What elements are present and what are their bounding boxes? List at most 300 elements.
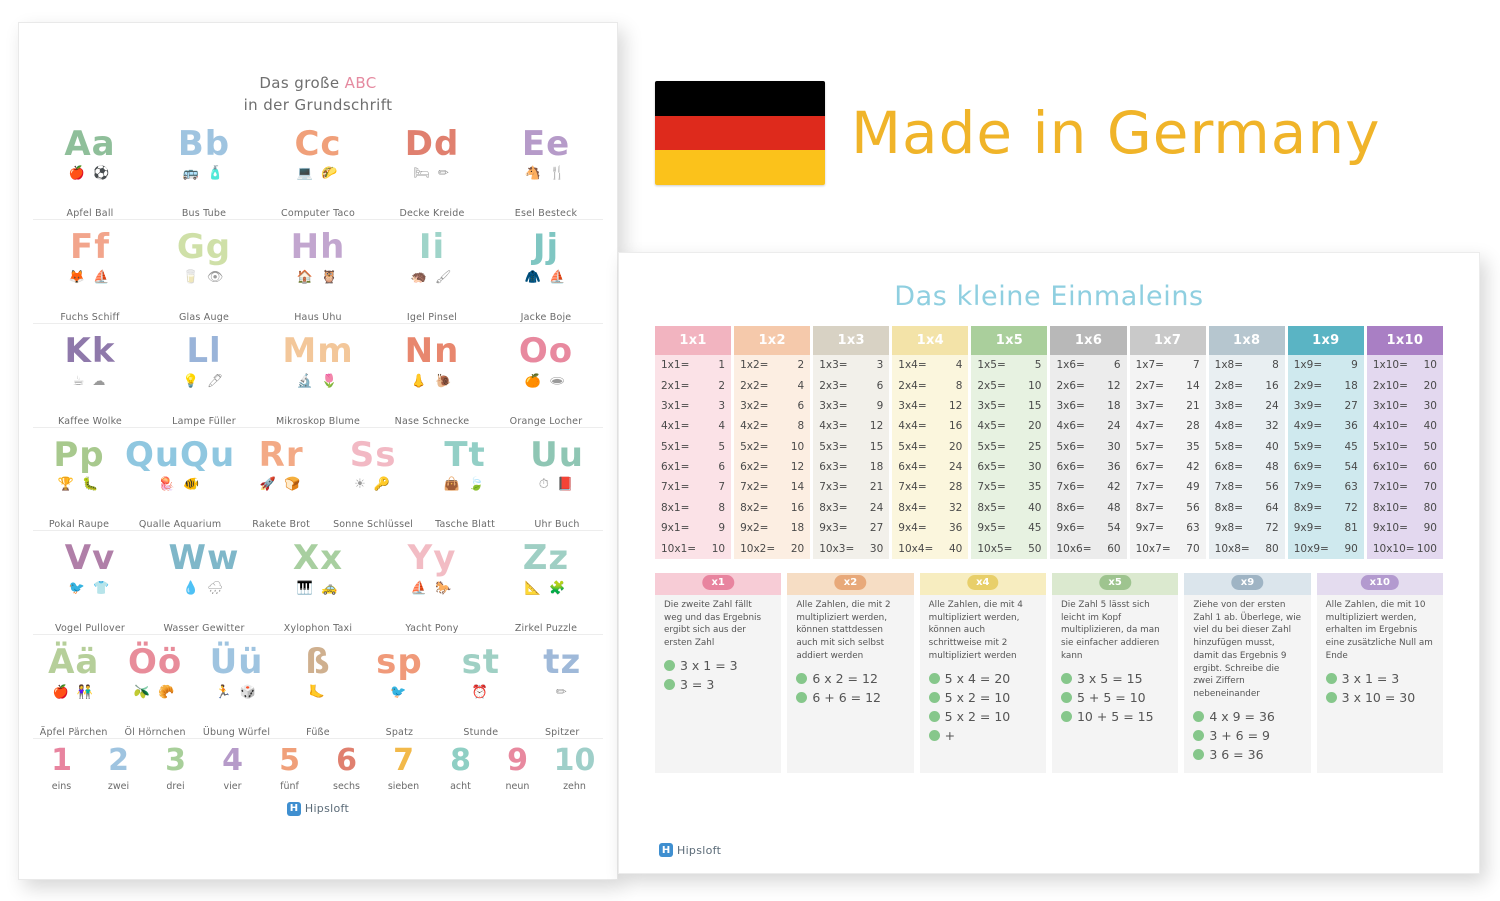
abc-letter: Jj xyxy=(532,227,560,268)
table-cell-result: 12 xyxy=(790,461,805,474)
table-cell xyxy=(1130,518,1206,538)
table-cell xyxy=(1367,437,1443,457)
tip-equation xyxy=(1326,690,1434,705)
table-cell xyxy=(1367,518,1443,538)
table-cell-expression: 7x5= xyxy=(977,481,1006,494)
abc-letter-cell xyxy=(359,641,440,738)
table-cell xyxy=(1050,437,1126,457)
table-cell-expression: 4x4= xyxy=(898,420,927,433)
abc-word-icons: 🚌 🧴 xyxy=(182,166,226,182)
abc-number-cell xyxy=(489,743,546,792)
table-cell xyxy=(1288,477,1364,497)
table-cell-expression: 5x9= xyxy=(1293,440,1323,453)
abc-word-icons: 🏃 🎲 xyxy=(215,684,258,700)
abc-word-icons: 👜 🍃 xyxy=(443,477,487,493)
table-cell-expression: 5x8= xyxy=(1214,440,1244,453)
table-cell-result: 14 xyxy=(790,481,805,494)
abc-words: Apfel Ball xyxy=(66,208,114,220)
table-cell xyxy=(971,375,1047,395)
table-column-header: 1x2 xyxy=(734,326,810,355)
table-cell-expression: 6x3= xyxy=(819,461,848,474)
table-cell-result: 12 xyxy=(949,399,963,412)
abc-number-word: zwei xyxy=(107,780,130,792)
table-cell xyxy=(655,518,731,538)
table-cell xyxy=(1209,457,1285,477)
abc-words: Übung Würfel xyxy=(202,726,271,738)
table-column xyxy=(1050,326,1126,559)
table-cell-result: 35 xyxy=(1028,481,1042,494)
table-cell xyxy=(813,416,889,436)
abc-letter: Öö xyxy=(128,641,183,682)
table-cell-result: 8 xyxy=(1272,359,1279,372)
table-cell-expression: 7x2= xyxy=(740,481,769,494)
table-cell-result: 81 xyxy=(1344,522,1358,535)
abc-letter: sp xyxy=(376,641,423,682)
hipsloft-mark-icon: H xyxy=(659,843,673,857)
abc-word-icons: 🚀 🍞 xyxy=(259,477,303,493)
abc-letter: tz xyxy=(543,641,582,682)
abc-number-cell xyxy=(318,743,375,792)
table-cell xyxy=(892,437,968,457)
abc-number-cell xyxy=(261,743,318,792)
table-cell-expression: 10x8= xyxy=(1214,542,1250,555)
abc-words: Rakete Brot xyxy=(252,519,311,531)
table-cell-expression: 10x9= xyxy=(1293,542,1329,555)
abc-words: Vogel Pullover xyxy=(55,622,125,634)
table-cell-expression: 2x2= xyxy=(740,379,769,392)
abc-number-word: drei xyxy=(166,780,185,792)
table-cell-expression: 1x2= xyxy=(740,359,769,372)
table-cell xyxy=(734,416,810,436)
abc-letter-cell xyxy=(33,227,147,323)
table-cell-expression: 10x7= xyxy=(1135,542,1171,555)
table-cell-result: 45 xyxy=(1028,522,1042,535)
table-cell-result: 7 xyxy=(1192,359,1200,372)
bullet-icon xyxy=(929,711,940,722)
table-cell-expression: 6x1= xyxy=(661,461,690,474)
abc-letter-cell xyxy=(124,434,236,531)
abc-title-line1-prefix: Das große xyxy=(259,74,345,92)
bullet-icon xyxy=(796,692,807,703)
abc-letter-cell xyxy=(277,641,358,738)
abc-letter: Rr xyxy=(258,434,304,475)
table-cell-expression: 4x6= xyxy=(1056,420,1085,433)
abc-word-icons: 📐 🧩 xyxy=(524,580,568,596)
table-cell-expression: 9x1= xyxy=(661,522,690,535)
tip-equation xyxy=(1326,671,1434,686)
table-cell xyxy=(1288,416,1364,436)
tip-text: Alle Zahlen, die mit 2 multipliziert werden, können stattdessen auch mit sich selbst addiert werden xyxy=(796,599,891,661)
abc-letter: Gg xyxy=(176,227,232,268)
abc-word-icons: ✏ xyxy=(555,684,569,700)
table-cell-expression: 10x4= xyxy=(898,542,934,555)
table-cell xyxy=(1209,538,1285,558)
abc-letter-cell xyxy=(114,641,195,738)
abc-number-cell xyxy=(375,743,432,792)
abc-word-icons: ☀ 🔑 xyxy=(354,477,393,493)
table-cell-result: 6 xyxy=(797,399,805,412)
abc-letter-cell xyxy=(261,123,375,220)
abc-letter: Ss xyxy=(349,434,397,475)
abc-number-word: acht xyxy=(450,780,471,792)
table-cell xyxy=(1209,355,1285,375)
made-in-germany-banner xyxy=(655,78,1455,188)
bullet-icon xyxy=(664,679,675,690)
tip-equation-text: 5 x 2 = 10 xyxy=(944,689,1011,705)
table-cell-result: 3 xyxy=(876,359,884,372)
abc-number-cell xyxy=(432,743,489,792)
abc-word-icons: 🦔 🖌 xyxy=(410,269,454,285)
table-cell-result: 90 xyxy=(1423,522,1437,535)
abc-letter-cell xyxy=(261,538,375,634)
table-cell xyxy=(1050,416,1126,436)
table-cell-result: 14 xyxy=(1186,379,1200,392)
abc-letter-cell xyxy=(419,434,511,531)
abc-row xyxy=(33,641,603,739)
table-cell xyxy=(813,457,889,477)
table-cell-result: 60 xyxy=(1107,542,1121,555)
table-cell-result: 63 xyxy=(1344,481,1358,494)
abc-words: Jacke Boje xyxy=(520,311,572,323)
table-cell-expression: 1x4= xyxy=(898,359,927,372)
table-cell xyxy=(734,538,810,558)
table-cell-expression: 2x9= xyxy=(1293,379,1323,392)
table-cell-expression: 2x8= xyxy=(1214,379,1244,392)
table-cell-expression: 1x1= xyxy=(661,359,690,372)
table-cell xyxy=(734,477,810,497)
table-cell xyxy=(655,498,731,518)
abc-letter-cell xyxy=(33,123,147,220)
table-cell xyxy=(971,396,1047,416)
abc-title-abc: ABC xyxy=(344,74,377,92)
tip-badge: x9 xyxy=(1232,575,1263,590)
abc-letter-cell xyxy=(489,227,603,323)
abc-word-icons: ⏱ 📕 xyxy=(538,477,576,493)
table-cell xyxy=(1367,355,1443,375)
table-cell xyxy=(1209,518,1285,538)
table-cell xyxy=(892,498,968,518)
table-cell-result: 21 xyxy=(1186,399,1200,412)
table-cell-result: 18 xyxy=(1107,399,1121,412)
abc-words: Fuchs Schiff xyxy=(60,311,120,323)
table-cell-expression: 4x10= xyxy=(1372,420,1408,433)
table-cell-expression: 8x10= xyxy=(1372,501,1408,514)
tip-equation xyxy=(929,728,1037,743)
tip-card xyxy=(1317,573,1443,773)
abc-brand-name: Hipsloft xyxy=(304,802,350,816)
table-cell-result: 9 xyxy=(1351,359,1358,372)
table-cell-expression: 9x5= xyxy=(977,522,1006,535)
table-cell xyxy=(734,375,810,395)
abc-letter-cell xyxy=(327,434,419,531)
table-cell xyxy=(813,518,889,538)
table-cell-expression: 8x1= xyxy=(661,501,690,514)
abc-words: Esel Besteck xyxy=(514,208,578,220)
table-cell-result: 5 xyxy=(718,440,726,453)
table-cell-expression: 9x8= xyxy=(1214,522,1244,535)
abc-row xyxy=(33,227,603,324)
abc-number-cell xyxy=(33,743,90,792)
abc-letter: Cc xyxy=(294,123,342,164)
tip-equation-text: 3 6 = 36 xyxy=(1209,746,1264,762)
table-cell xyxy=(1130,375,1206,395)
abc-letter-cell xyxy=(196,641,277,738)
tip-equation xyxy=(1061,671,1169,686)
bullet-icon xyxy=(929,692,940,703)
table-cell-result: 15 xyxy=(1028,399,1042,412)
abc-words: Sonne Schlüssel xyxy=(333,519,414,531)
table-cell xyxy=(971,437,1047,457)
abc-letter-cell xyxy=(33,434,125,531)
table-cell-expression: 8x9= xyxy=(1293,501,1323,514)
abc-number: 3 xyxy=(165,742,186,778)
abc-words: Spitzer xyxy=(544,726,580,738)
abc-letter: Ll xyxy=(186,330,222,371)
tips-section xyxy=(635,559,1463,773)
table-cell xyxy=(1130,477,1206,497)
table-cell-expression: 4x5= xyxy=(977,420,1006,433)
abc-letter-cell xyxy=(147,227,261,323)
abc-letter: Tt xyxy=(444,434,486,475)
table-cell xyxy=(655,457,731,477)
table-cell-result: 30 xyxy=(1423,399,1437,412)
table-cell xyxy=(1050,518,1126,538)
abc-poster xyxy=(18,22,618,880)
table-cell xyxy=(1288,437,1364,457)
table-cell-result: 27 xyxy=(869,522,884,535)
abc-word-icons: 🐦 👕 xyxy=(68,580,112,596)
table-cell-expression: 7x4= xyxy=(898,481,927,494)
abc-word-icons: 👃 🐌 xyxy=(410,373,454,389)
table-cell-result: 36 xyxy=(949,522,963,535)
table-cell-expression: 6x6= xyxy=(1056,461,1085,474)
tip-card xyxy=(1184,573,1310,773)
table-cell-result: 80 xyxy=(1423,501,1437,514)
tip-equations xyxy=(664,658,772,692)
abc-letter-rows xyxy=(33,123,603,739)
abc-word-icons: 🪼 🐠 xyxy=(158,477,202,493)
table-cell-expression: 5x5= xyxy=(977,440,1006,453)
abc-number: 2 xyxy=(108,742,129,778)
table-cell xyxy=(1367,477,1443,497)
table-cell-result: 18 xyxy=(790,522,805,535)
tip-text: Die Zahl 5 lässt sich leicht im Kopf multiplizieren, da man sie einfacher addieren kann xyxy=(1060,599,1160,661)
abc-number-word: neun xyxy=(505,780,530,792)
table-cell xyxy=(1209,437,1285,457)
table-cell-expression: 7x10= xyxy=(1372,481,1408,494)
table-cell-result: 5 xyxy=(1034,359,1042,372)
table-cell xyxy=(1130,355,1206,375)
bullet-icon xyxy=(1326,692,1337,703)
abc-number: 1 xyxy=(51,742,72,778)
abc-word-icons: 🏠 🦉 xyxy=(296,269,340,285)
abc-words: Glas Auge xyxy=(179,311,229,323)
table-cell xyxy=(971,355,1047,375)
table-cell xyxy=(1209,396,1285,416)
table-cell xyxy=(1130,498,1206,518)
table-cell-result: 24 xyxy=(1107,420,1121,433)
tip-equations xyxy=(1193,709,1301,762)
table-cell-result: 20 xyxy=(949,440,963,453)
table-column xyxy=(1288,326,1364,559)
table-cell-expression: 8x4= xyxy=(898,501,927,514)
table-cell xyxy=(655,375,731,395)
tip-equation-text: 3 x 5 = 15 xyxy=(1076,670,1143,686)
abc-letter: Bb xyxy=(177,123,231,164)
table-cell-result: 50 xyxy=(1028,542,1042,555)
abc-letter-cell xyxy=(33,330,147,427)
abc-number: 7 xyxy=(393,742,414,778)
table-cell-expression: 7x6= xyxy=(1056,481,1085,494)
table-cell xyxy=(1367,396,1443,416)
bullet-icon xyxy=(1061,711,1072,722)
abc-letter-cell xyxy=(489,123,603,220)
table-cell-result: 40 xyxy=(1265,440,1279,453)
table-cell-expression: 10x1= xyxy=(661,542,697,555)
abc-number-row xyxy=(33,743,603,792)
table-cell xyxy=(734,355,810,375)
table-cell-result: 8 xyxy=(797,420,805,433)
tip-equations xyxy=(1061,671,1169,724)
abc-letter: Ii xyxy=(418,227,446,268)
abc-words: Orange Locher xyxy=(509,415,583,427)
abc-word-icons: 🛏 ✏ xyxy=(413,166,451,182)
table-cell-result: 16 xyxy=(949,420,963,433)
abc-letter-cell xyxy=(147,538,261,634)
abc-words: Uhr Buch xyxy=(534,519,580,531)
abc-row xyxy=(33,330,603,428)
abc-letter-cell xyxy=(33,538,147,634)
table-cell-expression: 6x9= xyxy=(1293,461,1323,474)
table-cell xyxy=(734,437,810,457)
table-cell xyxy=(1130,538,1206,558)
tip-equation xyxy=(796,671,904,686)
table-cell-expression: 10x2= xyxy=(740,542,776,555)
table-cell-result: 10 xyxy=(790,440,805,453)
tip-badge: x2 xyxy=(835,575,866,590)
table-cell-result: 20 xyxy=(1028,420,1042,433)
table-cell-result: 20 xyxy=(790,542,805,555)
table-cell xyxy=(655,355,731,375)
abc-poster-title xyxy=(33,73,603,117)
table-cell xyxy=(813,538,889,558)
table-cell-expression: 2x6= xyxy=(1056,379,1085,392)
bullet-icon xyxy=(1193,749,1204,760)
abc-letter: Kk xyxy=(64,330,116,371)
table-cell-result: 70 xyxy=(1186,542,1200,555)
abc-words: Zirkel Puzzle xyxy=(514,622,578,634)
table-cell-result: 54 xyxy=(1344,461,1358,474)
abc-words: Öl Hörnchen xyxy=(124,726,186,738)
abc-letter-cell xyxy=(489,330,603,427)
table-cell-expression: 3x7= xyxy=(1135,399,1164,412)
tip-equation-text: 3 x 1 = 3 xyxy=(1341,670,1400,686)
table-column xyxy=(1367,326,1443,559)
table-cell-expression: 9x4= xyxy=(898,522,927,535)
table-cell-result: 45 xyxy=(1344,440,1358,453)
table-cell-result: 64 xyxy=(1265,501,1279,514)
table-cell xyxy=(1050,477,1126,497)
abc-number: 6 xyxy=(336,742,357,778)
table-cell xyxy=(655,477,731,497)
german-flag-icon xyxy=(655,81,825,185)
abc-words: Computer Taco xyxy=(281,208,355,220)
math-brand-name: Hipsloft xyxy=(677,843,722,857)
abc-number-cell xyxy=(90,743,147,792)
abc-letter-cell xyxy=(261,227,375,323)
table-cell xyxy=(813,498,889,518)
table-cell-expression: 2x5= xyxy=(977,379,1006,392)
tip-equation xyxy=(1193,728,1301,743)
table-cell xyxy=(1288,518,1364,538)
table-cell-result: 2 xyxy=(797,359,805,372)
table-cell-result: 3 xyxy=(718,399,726,412)
table-cell-result: 2 xyxy=(718,379,726,392)
table-cell-result: 24 xyxy=(949,461,963,474)
abc-letter: Uu xyxy=(530,434,584,475)
tip-equation-text: 5 + 5 = 10 xyxy=(1076,689,1146,705)
tip-equations xyxy=(796,671,904,705)
abc-word-icons: 🦊 ⛵ xyxy=(68,269,112,285)
tip-equation xyxy=(664,677,772,692)
abc-row xyxy=(33,538,603,635)
bullet-icon xyxy=(796,673,807,684)
table-cell xyxy=(892,538,968,558)
table-cell-result: 42 xyxy=(1186,461,1200,474)
table-cell-expression: 10x5= xyxy=(977,542,1013,555)
abc-words: Mikroskop Blume xyxy=(275,415,361,427)
table-column-header: 1x9 xyxy=(1288,326,1364,355)
table-cell xyxy=(971,498,1047,518)
table-cell xyxy=(734,498,810,518)
tip-equation xyxy=(929,671,1037,686)
table-cell-expression: 7x7= xyxy=(1135,481,1164,494)
table-cell xyxy=(655,416,731,436)
abc-number-word: fünf xyxy=(280,780,299,792)
abc-letter: Dd xyxy=(404,123,460,164)
tip-equation-text: 3 x 10 = 30 xyxy=(1341,689,1416,705)
abc-words: Qualle Aquarium xyxy=(138,519,222,531)
abc-word-icons: 🥛 👁 xyxy=(182,269,226,285)
abc-word-icons: 🦶 xyxy=(308,684,328,700)
tip-equation xyxy=(1061,709,1169,724)
abc-number-cell xyxy=(546,743,603,792)
abc-letter-cell xyxy=(33,641,114,738)
bullet-icon xyxy=(664,660,675,671)
tip-equation-text: 3 = 3 xyxy=(680,676,715,692)
table-cell-result: 25 xyxy=(1028,440,1042,453)
table-cell-expression: 6x10= xyxy=(1372,461,1408,474)
table-cell-expression: 7x8= xyxy=(1214,481,1244,494)
table-cell-expression: 4x1= xyxy=(661,420,690,433)
abc-word-icons: ⏰ xyxy=(471,684,490,700)
abc-letter-cell xyxy=(375,227,489,323)
table-cell-result: 36 xyxy=(1107,461,1121,474)
table-cell-result: 21 xyxy=(869,481,884,494)
tip-equation xyxy=(664,658,772,673)
table-cell-result: 10 xyxy=(1423,359,1437,372)
table-cell-expression: 8x8= xyxy=(1214,501,1244,514)
abc-letter: QuQu xyxy=(124,434,236,475)
table-cell-result: 56 xyxy=(1186,501,1200,514)
abc-words: Igel Pinsel xyxy=(406,311,458,323)
abc-letter-cell xyxy=(261,330,375,427)
table-column xyxy=(1209,326,1285,559)
abc-letter: ß xyxy=(305,641,331,682)
table-column xyxy=(655,326,731,559)
abc-letter: Ff xyxy=(69,227,111,268)
table-cell xyxy=(1050,457,1126,477)
